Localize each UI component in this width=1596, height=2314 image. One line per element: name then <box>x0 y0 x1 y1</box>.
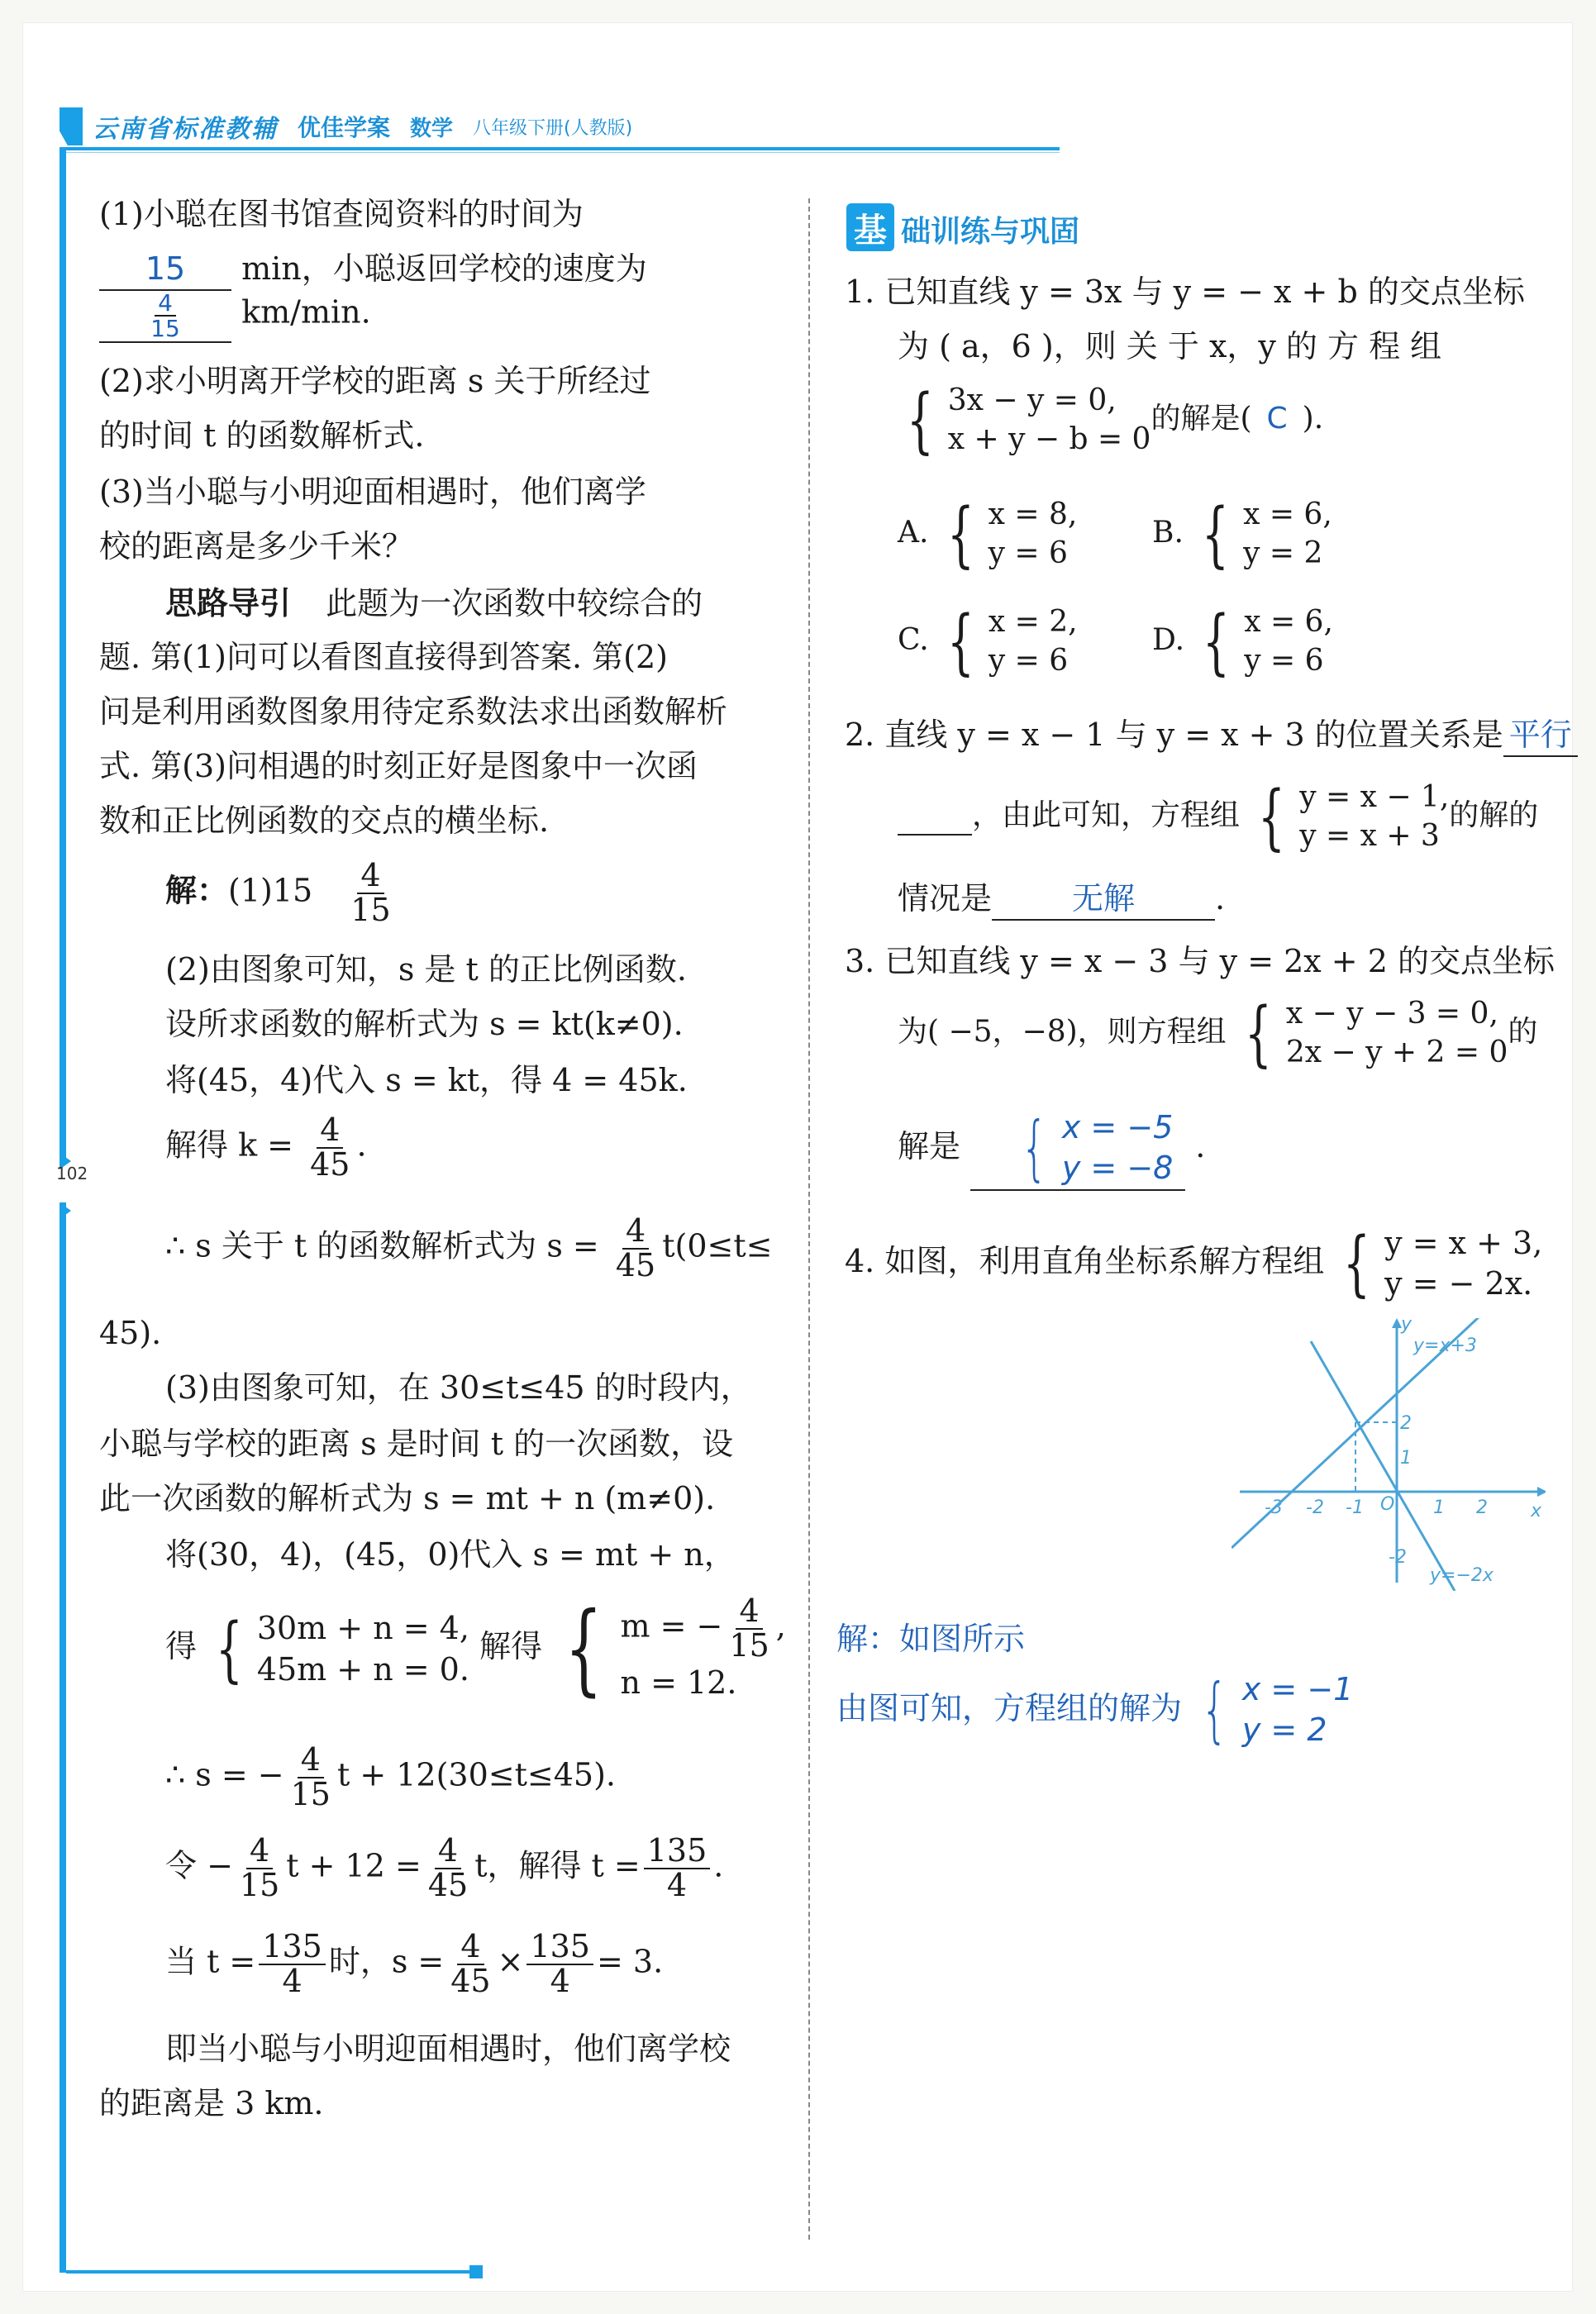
graph-label-1: y=x+3 <box>1413 1336 1477 1356</box>
coordinate-graph <box>1232 1318 1546 1591</box>
q1-speed-den: 15 <box>150 315 180 343</box>
p1-sys-row1: 3x − y = 0, <box>947 383 1117 417</box>
sol-3g-num2: 4 <box>435 1835 461 1869</box>
sol-2e <box>165 1212 773 1283</box>
p3-answer-y: y = −8 <box>1061 1150 1174 1187</box>
p3-text-d: 解是 <box>898 1127 961 1164</box>
section-title: 础训练与巩固 <box>901 215 1080 249</box>
p4-answer-y: y = 2 <box>1241 1712 1327 1749</box>
sol-3h-den1: 4 <box>282 1962 303 1999</box>
footer-square <box>469 2265 483 2278</box>
sol-3h-den2: 45 <box>450 1962 491 1999</box>
header <box>60 107 632 145</box>
sol-3i: 即当小聪与小明迎面相遇时，他们离学校 <box>165 2031 731 2067</box>
sol-2f: 45). <box>99 1315 162 1351</box>
sol-3d: 将(30，4)，(45，0)代入 s = mt + n， <box>165 1536 736 1573</box>
q2-line1: (2)求小明离开学校的距离 s 关于所经过 <box>99 363 651 399</box>
sol-2e-den: 45 <box>615 1246 656 1283</box>
sol-3f <box>165 1741 616 1812</box>
tick-y-1: 1 <box>1400 1448 1412 1469</box>
sol-2d-text: 解得 k = <box>165 1126 294 1164</box>
sol-3h-den3: 4 <box>550 1962 570 1999</box>
p2-text-d: 情况是 <box>898 880 993 917</box>
origin-label: O <box>1380 1494 1395 1515</box>
sol-2a: (2)由图象可知，s 是 t 的正比例函数. <box>165 951 687 988</box>
tick-y-2: 2 <box>1400 1413 1412 1434</box>
sol-3g-pre: 令 − <box>165 1847 233 1884</box>
sol-3e-mid: 解得 <box>479 1628 543 1665</box>
q1-answer-time: 15 <box>99 250 231 291</box>
q1-line1 <box>99 195 584 235</box>
hint-line4: 式. 第(3)问相遇的时刻正好是图象中一次函 <box>99 748 698 784</box>
sol-3f-den: 15 <box>290 1775 331 1812</box>
q1-unit: km/min. <box>241 293 371 331</box>
hint-line1 <box>165 583 703 624</box>
p1-text-d: ). <box>1302 401 1324 436</box>
p3-sys-row1: x − y − 3 = 0, <box>1285 997 1498 1031</box>
sol-1: (1)15 <box>228 872 313 909</box>
tick-x-1: 1 <box>1433 1497 1445 1518</box>
x-axis-arrow <box>1537 1487 1546 1497</box>
header-rule-thin <box>60 152 1060 153</box>
hint-text-1: 此题为一次函数中较综合的 <box>326 585 703 621</box>
q2-line2: 的时间 t 的函数解析式. <box>99 417 425 454</box>
p1-line3: { 3x − y = 0, x + y − b = 0 的解是( C ). <box>906 379 1324 462</box>
sol-2d-den: 45 <box>310 1145 350 1183</box>
p2-sys-row2: y = x + 3 <box>1299 818 1440 853</box>
sol-label: 解： <box>165 871 229 909</box>
p4-sys-row1: y = x + 3, <box>1384 1225 1543 1261</box>
q3-line1: (3)当小聪与小明迎面相遇时，他们离学 <box>99 474 646 510</box>
p2-text-c: 的解的 <box>1449 798 1539 832</box>
opt-a-label: A. <box>898 515 929 550</box>
p3-line3: 解是 { x = −5 y = −8 . <box>898 1107 1206 1190</box>
opt-b-row1: x = 6, <box>1243 498 1332 531</box>
column-divider <box>808 198 810 2240</box>
p3-line2: 为( −5，−8)，则方程组 { x − y − 3 = 0, 2x − y + 2 = 0 的 <box>898 992 1538 1075</box>
sol-3e-m-den: 15 <box>729 1626 769 1664</box>
sol-1-den: 15 <box>350 891 391 928</box>
sol-3e-row1: 30m + n = 4, <box>256 1610 469 1647</box>
sol-3e-pre: 得 <box>165 1628 198 1665</box>
q1-answer-speed <box>99 291 231 343</box>
tick-x-neg3: -3 <box>1265 1497 1283 1518</box>
p1-line2: 为 ( a，6 )，则 关 于 x，y 的 方 程 组 <box>898 328 1442 364</box>
p1-option-a: A. { x = 8, y = 6 <box>898 493 1078 576</box>
sol-3f-post: t + 12(30≤t≤45). <box>336 1756 616 1793</box>
opt-b-row2: y = 2 <box>1243 536 1323 570</box>
sol-3e: 得 { 30m + n = 4, 45m + n = 0. 解得 { m = − $\frac{4}{15}$ , n = 12. <box>165 1591 786 1707</box>
p2-sys-row1: y = x − 1, <box>1299 780 1450 814</box>
sol-3g-mid: t + 12 = <box>286 1847 422 1884</box>
sol-3e-m-num: 4 <box>736 1595 762 1630</box>
sol-3h-num3: 135 <box>526 1931 593 1965</box>
tick-x-neg1: -1 <box>1346 1497 1364 1518</box>
sol-3h-pre: 当 t = <box>165 1943 256 1980</box>
opt-c-row1: x = 2, <box>988 605 1078 639</box>
tick-x-2: 2 <box>1476 1497 1488 1518</box>
sol-3c: 此一次函数的解析式为 s = mt + n (m≠0). <box>99 1480 716 1516</box>
opt-a-row2: y = 6 <box>988 536 1068 570</box>
p1-line1: 1. 已知直线 y = 3x 与 y = − x + b 的交点坐标 <box>845 274 1525 310</box>
p4-answer-2: 由图可知，方程组的解为 { x = −1 y = 2 <box>836 1669 1354 1752</box>
p2-text-a: 2. 直线 y = x − 1 与 y = x + 3 的位置关系是 <box>845 717 1503 753</box>
p3-answer: { x = −5 y = −8 <box>970 1107 1185 1191</box>
margin-rail-lower <box>60 1202 66 2273</box>
opt-d-row1: x = 6, <box>1244 605 1333 639</box>
sol-3g-den1: 15 <box>239 1866 280 1903</box>
series-title: 云南省标准教辅 <box>93 115 278 144</box>
p3-sys-row2: 2x − y + 2 = 0 <box>1285 1035 1508 1069</box>
header-rule <box>60 147 1060 150</box>
tick-y-neg2: -2 <box>1389 1547 1407 1568</box>
sol-2e-text: ∴ s 关于 t 的函数解析式为 s = <box>165 1227 599 1264</box>
margin-rail <box>60 147 66 1164</box>
hint-line3: 问是利用函数图象用待定系数法求出函数解析 <box>99 693 728 730</box>
opt-c-row2: y = 6 <box>988 643 1069 678</box>
sol-3h-num2: 4 <box>457 1931 484 1965</box>
q1-line3 <box>99 291 371 343</box>
q1-line2 <box>99 250 647 291</box>
q1-text-2: min，小聪返回学校的速度为 <box>241 250 647 287</box>
page-number: 102 <box>56 1164 88 1183</box>
p1-sys-row2: x + y − b = 0 <box>947 421 1151 456</box>
subject: 数学 <box>410 116 454 141</box>
sol-3h-times: × <box>497 1943 524 1980</box>
footer-rule <box>66 2270 471 2274</box>
sol-2b: 设所求函数的解析式为 s = kt(k≠0). <box>165 1006 684 1042</box>
q1-text: (1)小聪在图书馆查阅资料的时间为 <box>99 196 584 232</box>
q3-line2: 校的距离是多少千米？ <box>99 528 414 564</box>
opt-b-label: B. <box>1152 515 1184 550</box>
p2-text-b: ，由此可知，方程组 <box>972 798 1241 832</box>
p2-blank-cont <box>898 797 972 836</box>
sol-3h-num1: 135 <box>259 1931 326 1965</box>
sol-3h <box>165 1928 664 1999</box>
rail-arrow-lower <box>60 1202 71 1219</box>
sol-2d-num: 4 <box>317 1114 343 1149</box>
p2-line1 <box>845 716 1578 757</box>
hint-label: 思路导引 <box>165 584 292 621</box>
sol-3b: 小聪与学校的距离 s 是时间 t 的一次函数，设 <box>99 1426 734 1462</box>
hint-line2: 题. 第(1)问可以看图直接得到答案. 第(2) <box>99 639 668 675</box>
p3-text-b: 为( −5，−8)，则方程组 <box>898 1014 1227 1049</box>
p4-answer-x: x = −1 <box>1241 1671 1354 1707</box>
sol-1-num: 4 <box>357 859 384 894</box>
sol-3g: 令 − $\frac{4}{15}$ t + 12 = $\frac{4}{45}$ t，解得 t = $\frac{135}{4}$ . <box>165 1832 724 1903</box>
section-badge: 基 <box>846 203 894 251</box>
p2-answer-1: 平行 <box>1503 716 1578 757</box>
sol-3f-num: 4 <box>298 1744 324 1778</box>
p3-text-c: 的 <box>1508 1014 1538 1049</box>
x-axis-label: x <box>1531 1501 1542 1521</box>
q1-speed-num: 4 <box>155 291 176 317</box>
sol-3g-mid2: t，解得 t = <box>474 1847 641 1884</box>
sol-3g-den3: 4 <box>666 1866 688 1903</box>
p1-text-c: 的解是( <box>1151 401 1252 436</box>
sol-3g-num3: 135 <box>644 1835 711 1869</box>
sol-2e-num: 4 <box>622 1215 649 1250</box>
p4-answer-1: 解：如图所示 <box>836 1621 1026 1657</box>
opt-d-label: D. <box>1152 622 1185 657</box>
p4-sys-row2: y = − 2x. <box>1384 1265 1533 1302</box>
p2-line2: ，由此可知，方程组 { y = x − 1, y = x + 3 的解的 <box>898 778 1538 856</box>
p4-text-a: 4. 如图，利用直角坐标系解方程组 <box>845 1242 1325 1279</box>
sol-3g-den2: 45 <box>427 1866 469 1903</box>
graph-label-2: y=−2x <box>1430 1565 1494 1586</box>
sol-3a: (3)由图象可知，在 30≤t≤45 的时段内， <box>165 1369 752 1406</box>
p3-line1: 3. 已知直线 y = x − 3 与 y = 2x + 2 的交点坐标 <box>845 943 1555 979</box>
y-axis-label: y <box>1401 1318 1413 1335</box>
sol-3e-m: m = − <box>620 1607 723 1645</box>
sol-3f-pre: ∴ s = − <box>165 1756 284 1793</box>
book-title: 优佳学案 <box>298 114 391 141</box>
p2-answer-2: 无解 <box>992 879 1215 921</box>
p3-answer-x: x = −5 <box>1061 1109 1174 1145</box>
tick-x-neg2: -2 <box>1306 1497 1324 1518</box>
p1-option-b: B. { x = 6, y = 2 <box>1152 493 1332 576</box>
p2-line3: 情况是 无解 . <box>898 879 1225 921</box>
line-y-eq-neg-2x <box>1311 1341 1455 1591</box>
sol-line1 <box>165 859 398 927</box>
opt-d-row2: y = 6 <box>1244 643 1324 678</box>
p1-option-c: C. { x = 2, y = 6 <box>898 600 1078 683</box>
sol-3e-row2: 45m + n = 0. <box>256 1650 469 1688</box>
opt-c-label: C. <box>898 622 929 657</box>
p4-line1: 4. 如图，利用直角坐标系解方程组 { y = x + 3, y = − 2x. <box>845 1222 1543 1306</box>
sol-3h-post: = 3. <box>596 1943 664 1980</box>
p1-option-d: D. { x = 6, y = 6 <box>1152 600 1333 683</box>
sol-2d: 解得 k = $\frac{4}{45}$ . <box>165 1112 367 1183</box>
sol-3h-mid: 时，s = <box>328 1943 445 1980</box>
p4-answer-text: 由图可知，方程组的解为 <box>836 1689 1183 1726</box>
sol-3j: 的距离是 3 km. <box>99 2085 324 2121</box>
sol-3g-num1: 4 <box>246 1835 273 1869</box>
sol-3e-n: n = 12. <box>620 1664 737 1701</box>
grade: 八年级下册(人教版) <box>473 117 633 139</box>
p1-answer: C <box>1266 401 1288 436</box>
opt-a-row1: x = 8, <box>988 498 1078 531</box>
sol-2c: 将(45，4)代入 s = kt，得 4 = 45k. <box>165 1062 688 1098</box>
hint-line5: 数和正比例函数的交点的横坐标. <box>99 802 550 839</box>
sol-3e-m-post: , <box>775 1607 786 1645</box>
sol-2e-post: t(0≤t≤ <box>662 1227 773 1264</box>
